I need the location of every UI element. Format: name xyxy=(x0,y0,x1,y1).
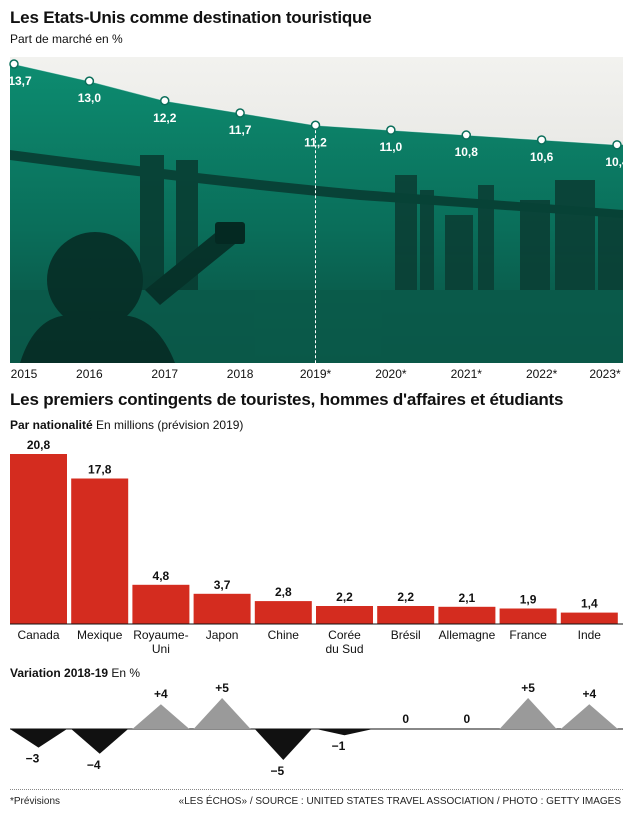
market-share-label: 11,2 xyxy=(304,135,327,150)
market-share-point xyxy=(236,109,244,117)
nationality-category-label: Corée xyxy=(328,628,361,642)
nationality-category-label: Uni xyxy=(151,642,170,656)
market-share-year-label: 2018 xyxy=(226,367,254,381)
variation-value-label: 0 xyxy=(402,712,410,726)
chart-subtitle-variation xyxy=(10,666,140,680)
variation-value-label: +5 xyxy=(215,681,229,695)
variation-down-triangle xyxy=(316,729,373,735)
variation-value-label: −1 xyxy=(331,739,346,754)
variation-value-label: −3 xyxy=(25,751,40,766)
market-share-point xyxy=(161,97,169,105)
chart-subtitle-market-share: Part de marché en % xyxy=(10,32,123,46)
market-share-year-label: 2022* xyxy=(525,367,558,381)
nationality-bar xyxy=(132,585,189,624)
market-share-label: 12,2 xyxy=(153,110,177,125)
market-share-year-label: 2016 xyxy=(76,367,103,381)
variation-down-triangle xyxy=(10,729,67,748)
market-share-label: 10,6 xyxy=(529,149,554,164)
nationality-category-label: Allemagne xyxy=(438,628,496,642)
variation-up-triangle xyxy=(500,698,557,729)
variation-up-triangle xyxy=(561,704,618,729)
nationality-category-label: Mexique xyxy=(77,628,123,642)
nationality-value-label: 1,9 xyxy=(519,592,537,607)
nationality-bar xyxy=(194,594,251,624)
subtitle-bold-nationality: Par nationalité xyxy=(10,418,93,432)
nationality-bar xyxy=(71,479,128,625)
nationality-bar xyxy=(561,613,618,624)
variation-value-label: −5 xyxy=(270,764,285,778)
nationality-bar xyxy=(377,606,434,624)
nationality-bar xyxy=(438,607,495,624)
market-share-year-label: 2021* xyxy=(450,367,482,381)
variation-value-label: 0 xyxy=(463,712,471,726)
nationality-bar xyxy=(316,606,373,624)
footer-source: «LES ÉCHOS» / SOURCE : UNITED STATES TRAVEL ASSOCIATION / PHOTO : GETTY IMAGES xyxy=(178,796,621,807)
nationality-category-label: Chine xyxy=(267,628,299,642)
market-share-point xyxy=(85,77,93,85)
market-share-label: 13,7 xyxy=(8,74,32,88)
nationality-category-label: France xyxy=(509,628,547,642)
subtitle-bold-variation: Variation 2018-19 xyxy=(10,666,109,680)
nationality-bar xyxy=(10,454,67,624)
variation-value-label: +4 xyxy=(582,687,597,702)
subtitle-unit-percent: En % xyxy=(108,666,141,680)
nationality-value-label: 4,8 xyxy=(152,568,170,583)
nationality-category-label: du Sud xyxy=(325,642,364,656)
market-share-year-label: 2023* xyxy=(589,367,621,381)
variation-up-triangle xyxy=(194,698,251,729)
market-share-point xyxy=(462,131,470,139)
footer-note: *Prévisions xyxy=(10,796,61,807)
nationality-value-label: 2,1 xyxy=(458,590,476,605)
variation-down-triangle xyxy=(255,729,312,760)
chart-title-market-share: Les Etats-Unis comme destination touristique xyxy=(10,8,372,27)
nationality-value-label: 2,2 xyxy=(397,590,415,604)
nationality-category-label: Canada xyxy=(17,628,60,642)
nationality-value-label: 2,8 xyxy=(274,585,292,600)
nationality-category-label: Royaume- xyxy=(133,628,189,642)
market-share-label: 11,0 xyxy=(379,140,403,155)
market-share-year-label: 2019* xyxy=(299,367,332,381)
nationality-category-label: Japon xyxy=(205,628,239,642)
nationality-value-label: 17,8 xyxy=(88,462,112,477)
variation-value-label: +4 xyxy=(154,687,168,702)
nationality-value-label: 1,4 xyxy=(580,596,598,611)
market-share-label: 10,4 xyxy=(605,154,629,169)
market-share-point xyxy=(613,141,621,149)
nationality-value-label: 20,8 xyxy=(26,438,51,452)
subtitle-unit-millions: En millions (prévision 2019) xyxy=(92,418,244,432)
variation-up-triangle xyxy=(132,704,189,729)
nationality-value-label: 3,7 xyxy=(213,577,231,592)
market-share-point xyxy=(538,136,546,144)
variation-down-triangle xyxy=(71,729,128,754)
variation-value-label: −4 xyxy=(86,757,101,772)
market-share-point xyxy=(387,126,395,134)
nationality-category-label: Brésil xyxy=(390,628,421,642)
nationality-bar xyxy=(500,609,557,625)
market-share-point xyxy=(312,121,320,129)
market-share-label: 10,8 xyxy=(454,145,478,160)
market-share-year-label: 2020* xyxy=(375,367,407,381)
market-share-year-label: 2017 xyxy=(151,367,179,381)
market-share-year-label: 2015 xyxy=(10,367,38,381)
market-share-label: 13,0 xyxy=(77,91,102,106)
nationality-category-label: Inde xyxy=(577,628,601,642)
nationality-value-label: 2,2 xyxy=(336,590,353,604)
footer-divider xyxy=(10,789,623,790)
chart-subtitle-contingents xyxy=(10,418,243,432)
chart-title-contingents: Les premiers contingents de touristes, hommes d'affaires et étudiants xyxy=(10,390,564,409)
market-share-label: 11,7 xyxy=(228,123,252,137)
variation-value-label: +5 xyxy=(521,681,535,695)
nationality-bar xyxy=(255,601,312,624)
market-share-point xyxy=(10,60,18,68)
